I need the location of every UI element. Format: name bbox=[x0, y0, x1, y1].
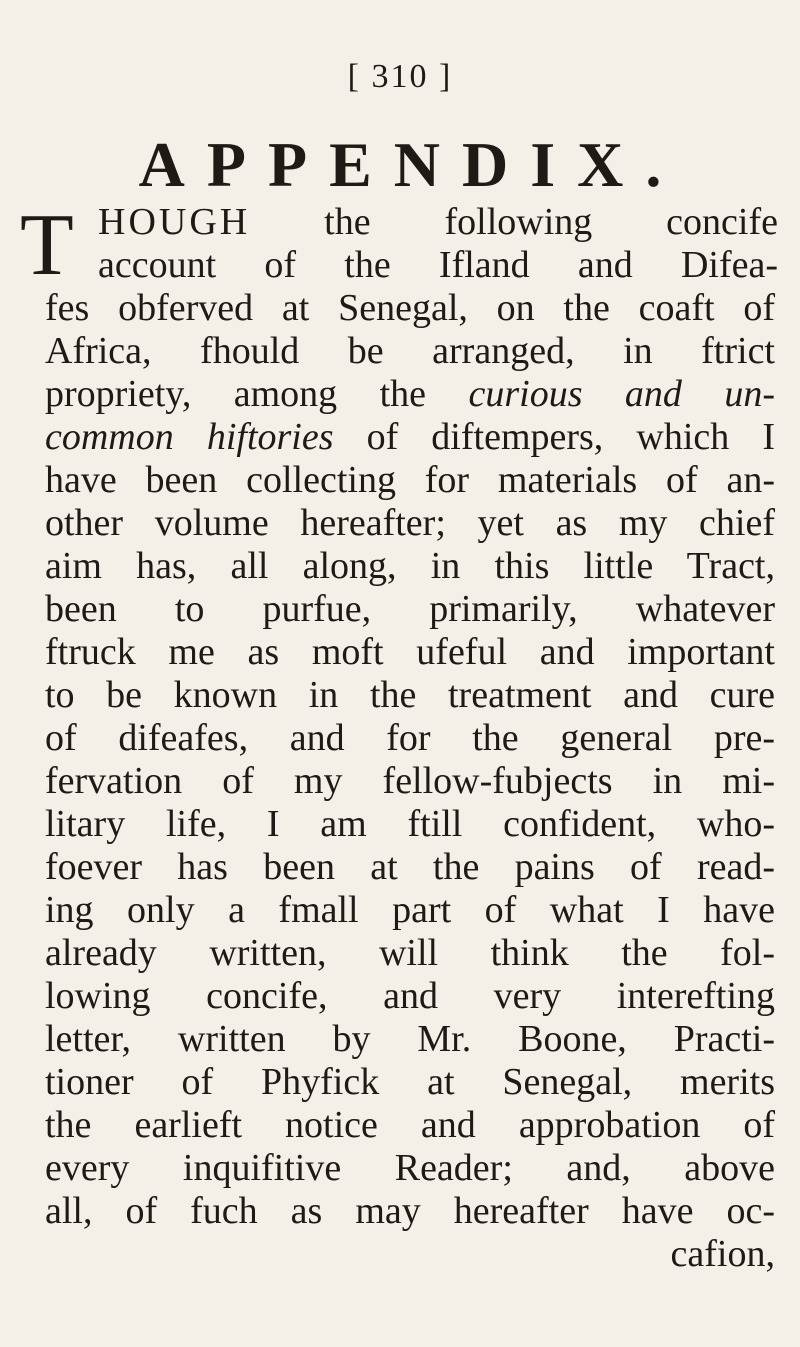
text-line: Africa, fhould be arranged, in ftrict bbox=[45, 330, 775, 372]
text-line: litary life, I am ftill confident, who- bbox=[45, 803, 775, 845]
text-line: have been collecting for materials of an- bbox=[45, 459, 775, 501]
text-line: lowing concife, and very interefting bbox=[45, 975, 775, 1017]
text-line: fervation of my fellow-fubjects in mi- bbox=[45, 760, 775, 802]
text-line: fes obferved at Senegal, on the coaft of bbox=[45, 287, 775, 329]
text-line bbox=[45, 374, 775, 414]
text-line: other volume hereafter; yet as my chief bbox=[45, 502, 775, 544]
text-line: all, of fuch as may hereafter have oc- bbox=[45, 1190, 775, 1232]
text-line: been to purfue, primarily, whatever bbox=[45, 588, 775, 630]
line-text: propriety, among the bbox=[45, 373, 469, 415]
text-line: every inquifitive Reader; and, above bbox=[45, 1147, 775, 1189]
lead-word: HOUGH bbox=[98, 201, 251, 243]
text-line: to be known in the treatment and cure bbox=[45, 674, 775, 716]
text-line: foever has been at the pains of read- bbox=[45, 846, 775, 888]
italic-phrase: common hiftories bbox=[45, 416, 334, 458]
text-line: already written, will think the fol- bbox=[45, 932, 775, 974]
page-number: [ 310 ] bbox=[347, 58, 453, 95]
text-line: the earlieft notice and approbation of bbox=[45, 1104, 775, 1146]
text-line bbox=[45, 417, 775, 457]
text-line: account of the Ifland and Difea- bbox=[98, 244, 778, 286]
text-line: tioner of Phyfick at Senegal, merits bbox=[45, 1061, 775, 1103]
appendix-heading: APPENDIX. bbox=[138, 129, 684, 200]
text-line: ftruck me as moft ufeful and important bbox=[45, 631, 775, 673]
text-line: aim has, all along, in this little Tract, bbox=[45, 545, 775, 587]
text-line: ing only a fmall part of what I have bbox=[45, 889, 775, 931]
italic-phrase: curious and un- bbox=[468, 373, 776, 415]
text-line: of difeafes, and for the general pre- bbox=[45, 717, 775, 759]
line-text: of diftempers, which I bbox=[333, 416, 775, 458]
text-line: letter, written by Mr. Boone, Practi- bbox=[45, 1018, 775, 1060]
drop-cap: T bbox=[20, 197, 74, 294]
line-text: the following concife bbox=[250, 201, 778, 243]
text-line bbox=[98, 202, 778, 242]
catchword-line: cafion, bbox=[670, 1233, 775, 1275]
